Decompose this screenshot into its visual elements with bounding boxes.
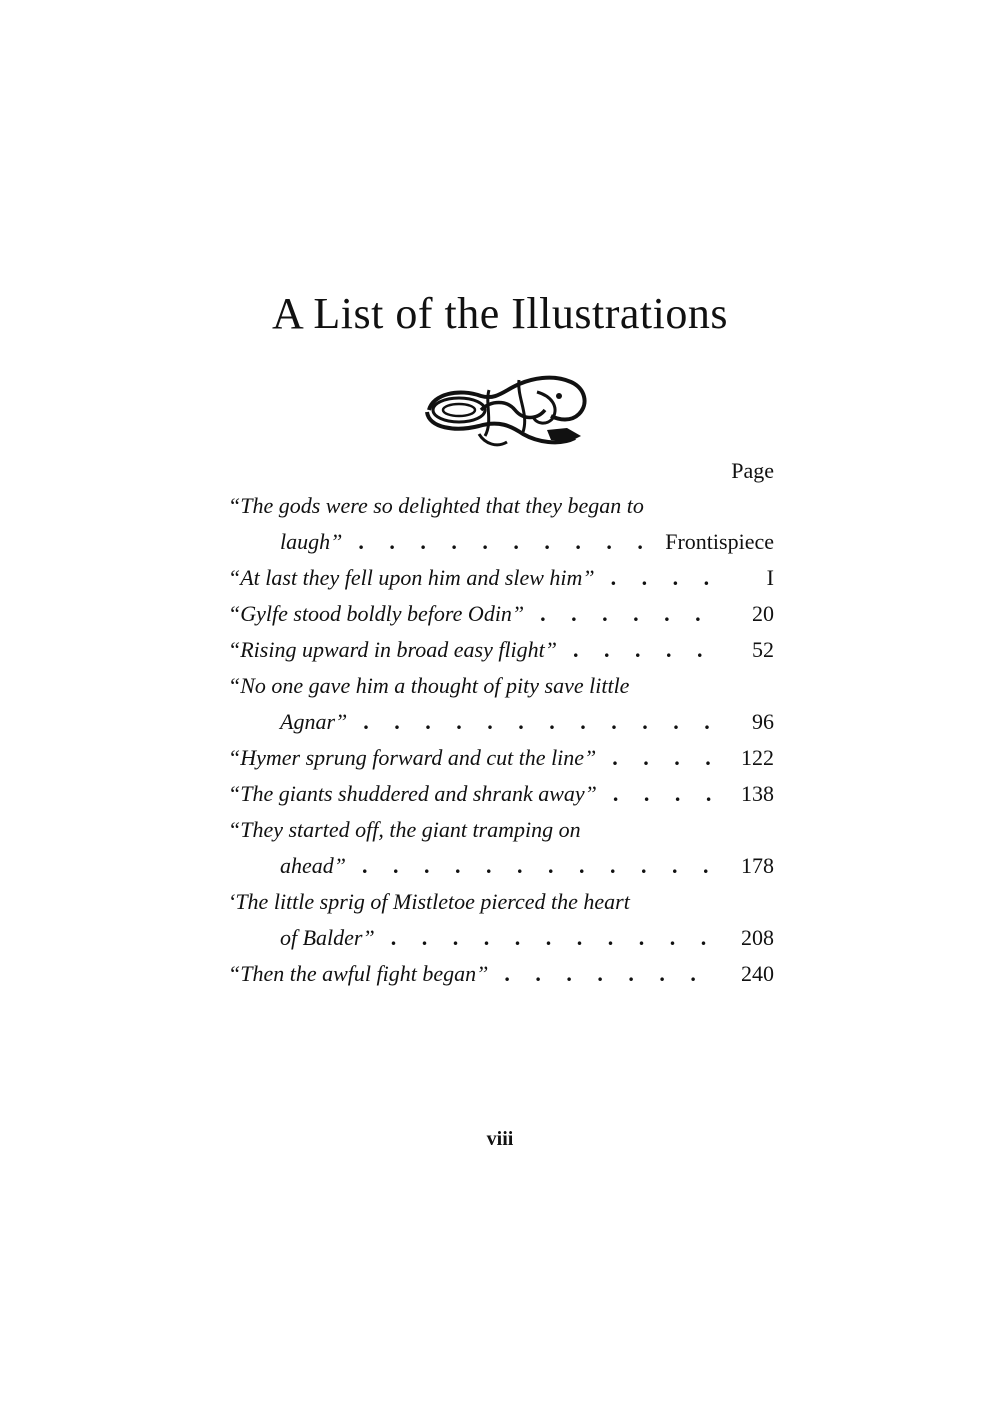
page-number: 208: [741, 925, 774, 950]
page-number: 20: [752, 601, 774, 626]
leader-dots: [611, 560, 714, 596]
leader-dots: [504, 956, 714, 992]
caption-line: “The gods were so delighted that they began to: [228, 493, 644, 518]
leader-dots: [540, 596, 714, 632]
celtic-knot-beast-ornament-icon: [419, 370, 591, 454]
page-title: A List of the Illustrations: [272, 289, 728, 338]
leader-dots: [612, 740, 714, 776]
page-number: 178: [741, 853, 774, 878]
caption-line: laugh”: [280, 529, 343, 554]
page-number: 240: [741, 961, 774, 986]
caption-line: “Hymer sprung forward and cut the line”: [228, 745, 597, 770]
caption-line: Agnar”: [280, 709, 348, 734]
leader-dots: [358, 524, 651, 560]
leader-dots: [391, 920, 714, 956]
list-item: [228, 884, 774, 956]
leader-dots: [573, 632, 714, 668]
page-number: 96: [752, 709, 774, 734]
caption-line: ‘The little sprig of Mistletoe pierced the heart: [228, 889, 630, 914]
caption-line: “Rising upward in broad easy flight”: [228, 637, 558, 662]
caption-line: “Gylfe stood boldly before Odin”: [228, 601, 525, 626]
page-column-header: Page: [731, 458, 774, 483]
illustrations-list: [228, 488, 774, 992]
list-item: [228, 740, 774, 776]
leader-dots: [613, 776, 714, 812]
list-item: [228, 668, 774, 740]
list-item: [228, 488, 774, 560]
list-item: [228, 776, 774, 812]
list-item: [228, 632, 774, 668]
caption-line: of Balder”: [280, 925, 375, 950]
page-number: I: [766, 565, 774, 590]
list-item: [228, 596, 774, 632]
list-item: [228, 812, 774, 884]
page-number: 52: [752, 637, 774, 662]
caption-line: “At last they fell upon him and slew him”: [228, 565, 595, 590]
page-number: Frontispiece: [665, 529, 774, 554]
caption-line: “The giants shuddered and shrank away”: [228, 781, 597, 806]
list-item: [228, 956, 774, 992]
page-number: 122: [741, 745, 774, 770]
caption-line: “They started off, the giant tramping on: [228, 817, 581, 842]
leader-dots: [363, 704, 714, 740]
caption-line: “No one gave him a thought of pity save little: [228, 673, 630, 698]
list-item: [228, 560, 774, 596]
page-folio: viii: [486, 1128, 514, 1150]
leader-dots: [362, 848, 714, 884]
caption-line: ahead”: [280, 853, 346, 878]
caption-line: “Then the awful fight began”: [228, 961, 489, 986]
page-number: 138: [741, 781, 774, 806]
